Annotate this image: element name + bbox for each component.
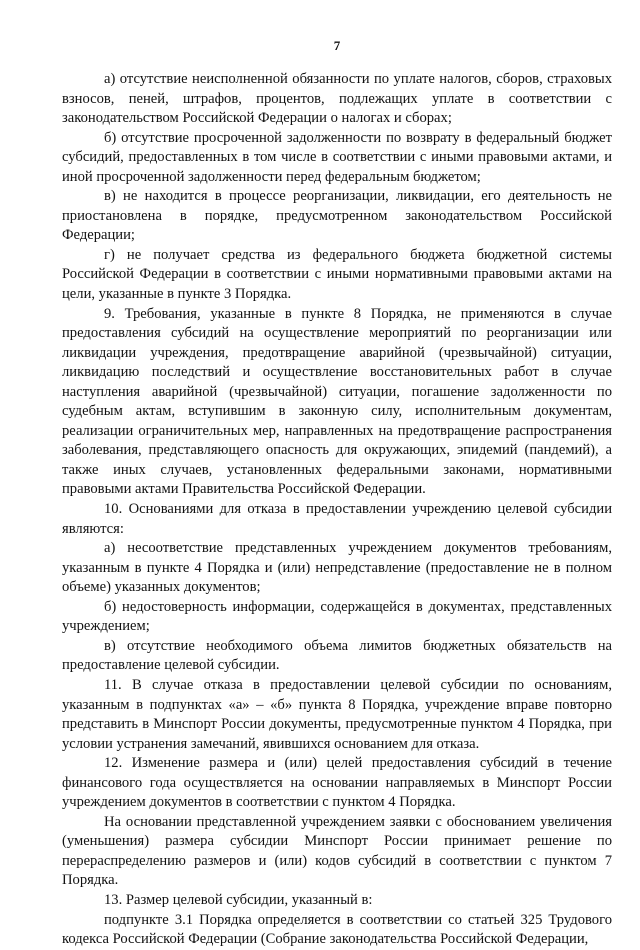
paragraph-13: 13. Размер целевой субсидии, указанный в: [104, 891, 373, 908]
paragraph-8v: в) не находится в процессе реорганизации, ликвидации, его деятельность не приостановлена в порядке, предусмотренном законодательством Российской Федерации; [62, 188, 612, 244]
paragraph-8a: а) отсутствие неисполненной обязанности по уплате налогов, сборов, страховых взносов, пеней, штрафов, процентов, подлежащих уплате в соответствии с законодательством Российской Федерации о налогах и сборах; [62, 71, 612, 127]
paragraph-10a: а) несоответствие представленных учреждением документов требованиям, указанным в пункте 4 Порядка и (или) непредставление (предоставление не в полном объеме) указанных документов; [62, 540, 612, 596]
paragraph-10v: в) отсутствие необходимого объема лимитов бюджетных обязательств на предоставление целевой субсидии. [62, 637, 612, 674]
paragraph-13-sub: подпункте 3.1 Порядка определяется в соответствии со статьей 325 Трудового кодекса Российской Федерации (Собрание законодательства Российской Федерации, [62, 911, 612, 948]
page-number: 7 [333, 38, 341, 53]
paragraph-12: 12. Изменение размера и (или) целей предоставления субсидий в течение финансового года осуществляется на основании направляемых в Минспорт России учреждением документов в соответствии с пунктом 4 Порядка. [62, 755, 612, 811]
paragraph-10: 10. Основаниями для отказа в предоставлении учреждению целевой субсидии являются: [62, 501, 612, 537]
paragraph-9: 9. Требования, указанные в пункте 8 Порядка, не применяются в случае предоставления субсидий на осуществление мероприятий по реорганизации или ликвидации учреждения, предотвращение аварийной (чрезвычайной) ситуации, ликвидацию последствий и осуществление восстановительных работ в случае наступления аварийной (чрезвычайной) ситуации, погашение задолженности по судебным актам, вступившим в законную силу, исполнительным документам, реализации ограничительных мер, направленных на предотвращение распространения заболевания, представляющего опасность для окружающих, эпидемий (пандемий), а также иных случаев, установленных федеральными законами, нормативными правовыми актами Правительства Российской Федерации. [62, 305, 612, 498]
paragraph-8b: б) отсутствие просроченной задолженности по возврату в федеральный бюджет субсидий, предоставленных в том числе в соответствии с иными правовыми актами, и иной просроченной задолженности перед федеральным бюджетом; [62, 129, 612, 185]
paragraph-8g: г) не получает средства из федерального бюджета бюджетной системы Российской Федерации в соответствии с иными нормативными правовыми актами на цели, указанные в пункте 3 Порядка. [62, 246, 612, 303]
paragraph-10b: б) недостоверность информации, содержащейся в документах, представленных учреждением; [62, 598, 612, 635]
paragraph-11: 11. В случае отказа в предоставлении целевой субсидии по основаниям, указанным в подпунктах «а» – «б» пункта 8 Порядка, учреждение вправе повторно представить в Минспорт России документы, предусмотренные пунктом 4 Порядка, при условии устранения замечаний, явившихся основанием для отказа. [62, 676, 612, 752]
paragraph-12-note: На основании представленной учреждением заявки с обоснованием увеличения (уменьшения) размера субсидии Минспорт России принимает решение по перераспределению размеров и (или) кодов субсидий в соответствии с пунктом 7 Порядка. [62, 813, 612, 889]
